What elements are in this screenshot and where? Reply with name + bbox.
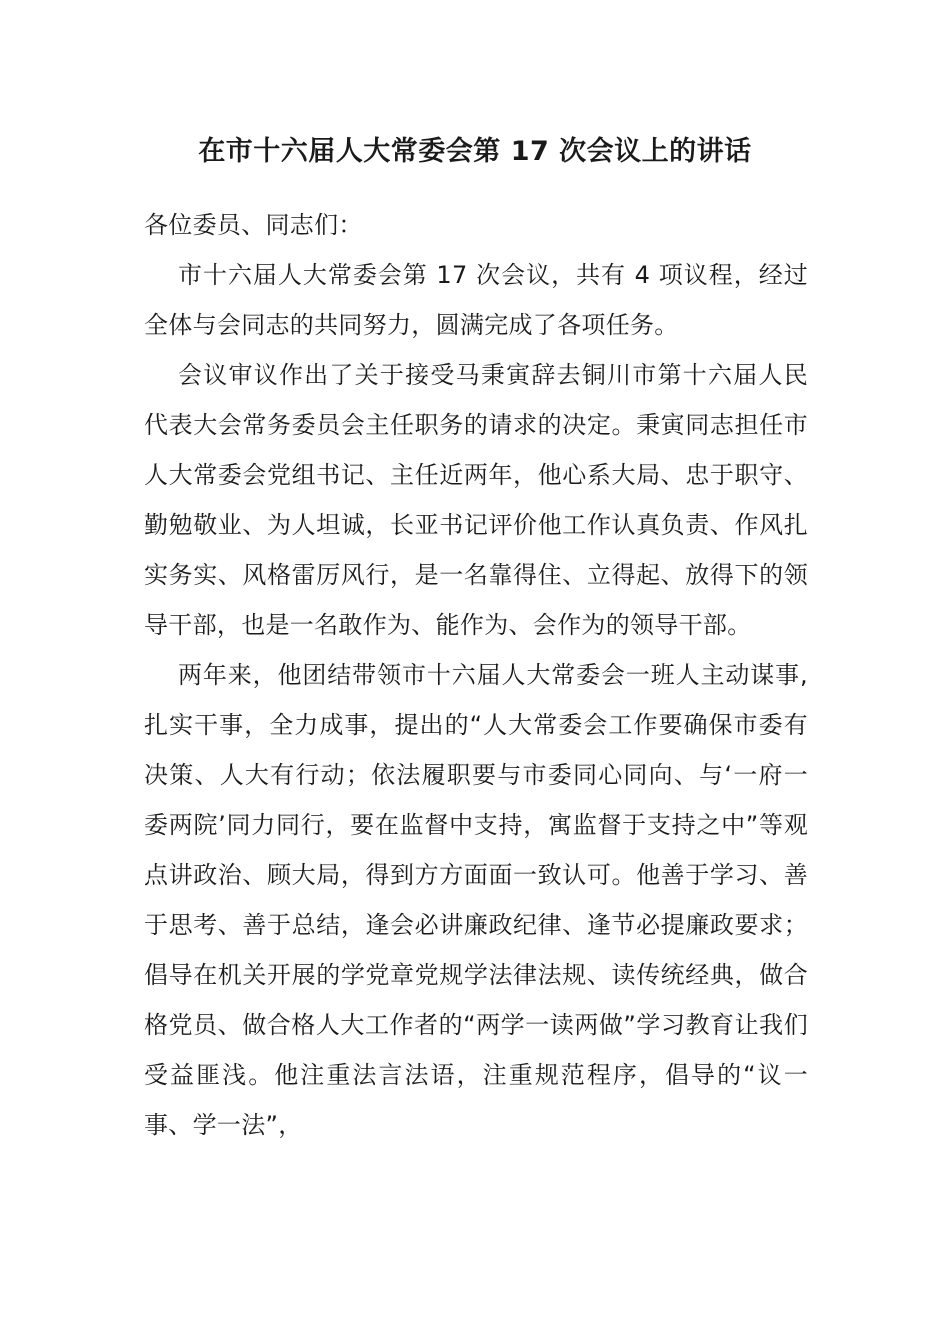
- document-title: 在市十六届人大常委会第 17 次会议上的讲话: [198, 136, 752, 167]
- paragraph-two-years-review: 两年来，他团结带领市十六届人大常委会一班人主动谋事,扎实干事，全力成事，提出的“人大常委会工作要确保市委有决策、人大有行动；依法履职要与市委同心同向、与‘一府一委两院’同力同行，要在监督中支持，寓监督于支持之中”等观点讲政治、顾大局，得到方方面面一致认可。他善于学习、善于思考、善于总结，逢会必讲廉政纪律、逢节必提廉政要求；倡导在机关开展的学党章党规学法律法规、读传统经典，做合格党员、做合格人大工作者的“两学一读两做”学习教育让我们受益匪浅。他注重法言法语，注重规范程序，倡导的“议一事、学一法”，: [144, 661, 808, 1139]
- salutation: 各位委员、同志们：: [144, 211, 363, 239]
- paragraph-agenda-summary: 市十六届人大常委会第 17 次会议，共有 4 项议程，经过全体与会同志的共同努力，圆满完成了各项任务。: [144, 261, 808, 339]
- paragraph-resignation-decision: 会议审议作出了关于接受马秉寅辞去铜川市第十六届人民代表大会常务委员会主任职务的请求的决定。秉寅同志担任市人大常委会党组书记、主任近两年，他心系大局、忠于职守、勤勉敬业、为人坦诚，长亚书记评价他工作认真负责、作风扎实务实、风格雷厉风行，是一名靠得住、立得起、放得下的领导干部，也是一名敢作为、能作为、会作为的领导干部。: [144, 361, 808, 639]
- document-body: [144, 200, 808, 1150]
